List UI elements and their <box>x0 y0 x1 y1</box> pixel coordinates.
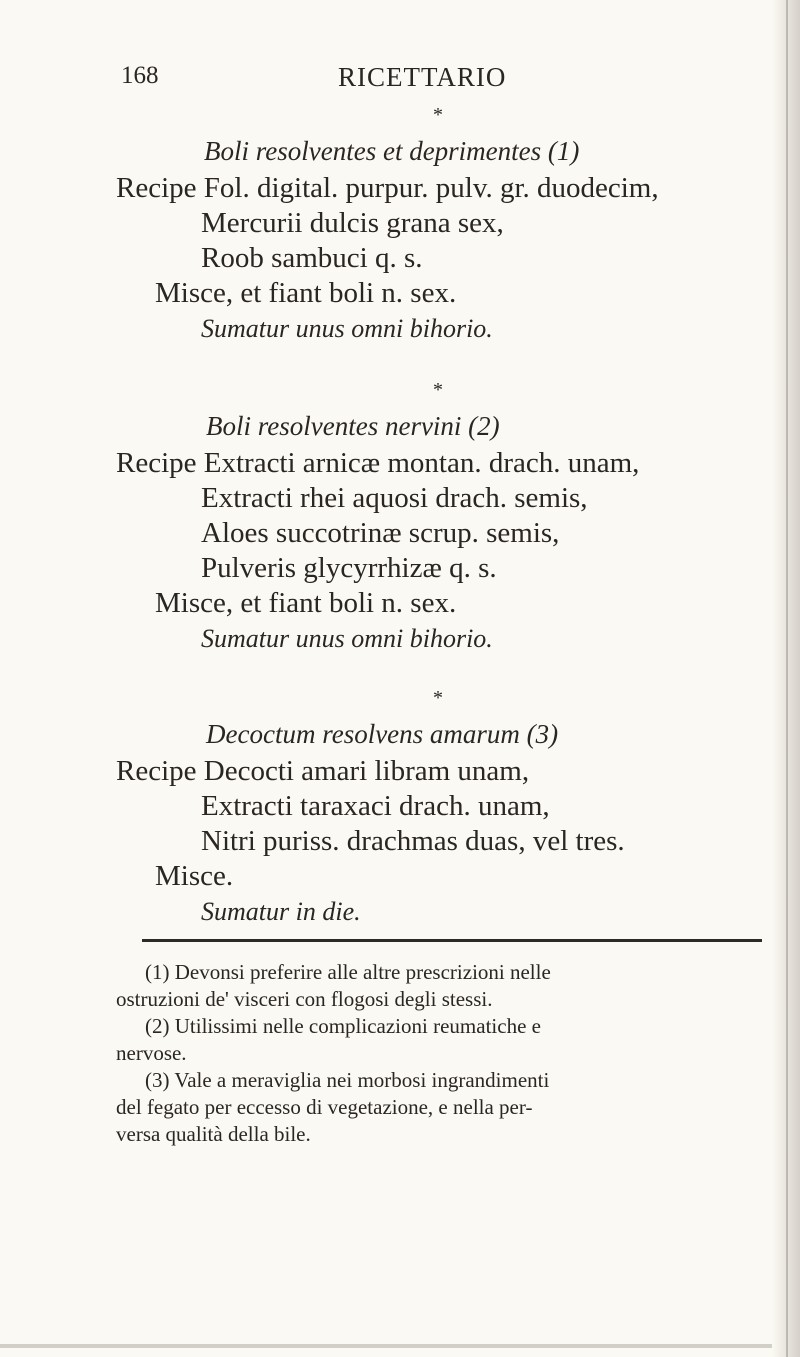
footnote-line: versa qualità della bile. <box>116 1122 311 1146</box>
footnote-line: (3) Vale a meraviglia nei morbosi ingrandimenti <box>145 1068 550 1092</box>
recipe-line: Extracti taraxaci drach. unam, <box>201 790 550 822</box>
recipe-line: Misce, et fiant boli n. sex. <box>155 587 457 619</box>
page-bottom-edge <box>0 1344 772 1348</box>
recipe-line: Recipe Extracti arnicæ montan. drach. unam, <box>116 447 640 479</box>
footnote-divider <box>142 939 762 942</box>
recipe-line: Recipe Decocti amari libram unam, <box>116 755 530 787</box>
recipe-closing: Sumatur in die. <box>201 897 361 926</box>
page-number: 168 <box>121 62 159 89</box>
recipe-line: Recipe Fol. digital. purpur. pulv. gr. duodecim, <box>116 172 659 204</box>
recipe-line: Misce. <box>155 860 234 892</box>
section-star: * <box>433 104 443 126</box>
running-title: RICETTARIO <box>338 62 507 92</box>
recipe-closing: Sumatur unus omni bihorio. <box>201 624 493 653</box>
recipe-line: Extracti rhei aquosi drach. semis, <box>201 482 588 514</box>
recipe-line: Misce, et fiant boli n. sex. <box>155 277 457 309</box>
footnote-line: del fegato per eccesso di vegetazione, e nella per- <box>116 1095 533 1119</box>
footnote-line: (2) Utilissimi nelle complicazioni reumatiche e <box>145 1014 541 1038</box>
recipe-line: Aloes succotrinæ scrup. semis, <box>201 517 560 549</box>
footnote-line: (1) Devonsi preferire alle altre prescrizioni nelle <box>145 960 551 984</box>
recipe-title: Decoctum resolvens amarum (3) <box>206 719 559 749</box>
footnote-line: nervose. <box>116 1041 187 1065</box>
recipe-title: Boli resolventes et deprimentes (1) <box>204 136 580 166</box>
recipe-line: Roob sambuci q. s. <box>201 242 423 274</box>
recipe-line: Nitri puriss. drachmas duas, vel tres. <box>201 825 625 857</box>
recipe-closing: Sumatur unus omni bihorio. <box>201 314 493 343</box>
page-header <box>0 62 772 98</box>
recipe-line: Pulveris glycyrrhizæ q. s. <box>201 552 497 584</box>
recipe-line: Mercurii dulcis grana sex, <box>201 207 504 239</box>
recipe-title: Boli resolventes nervini (2) <box>206 411 500 441</box>
section-star: * <box>433 379 443 401</box>
page-edge-line <box>786 0 788 1357</box>
section-star: * <box>433 687 443 709</box>
footnote-line: ostruzioni de' visceri con flogosi degli stessi. <box>116 987 493 1011</box>
